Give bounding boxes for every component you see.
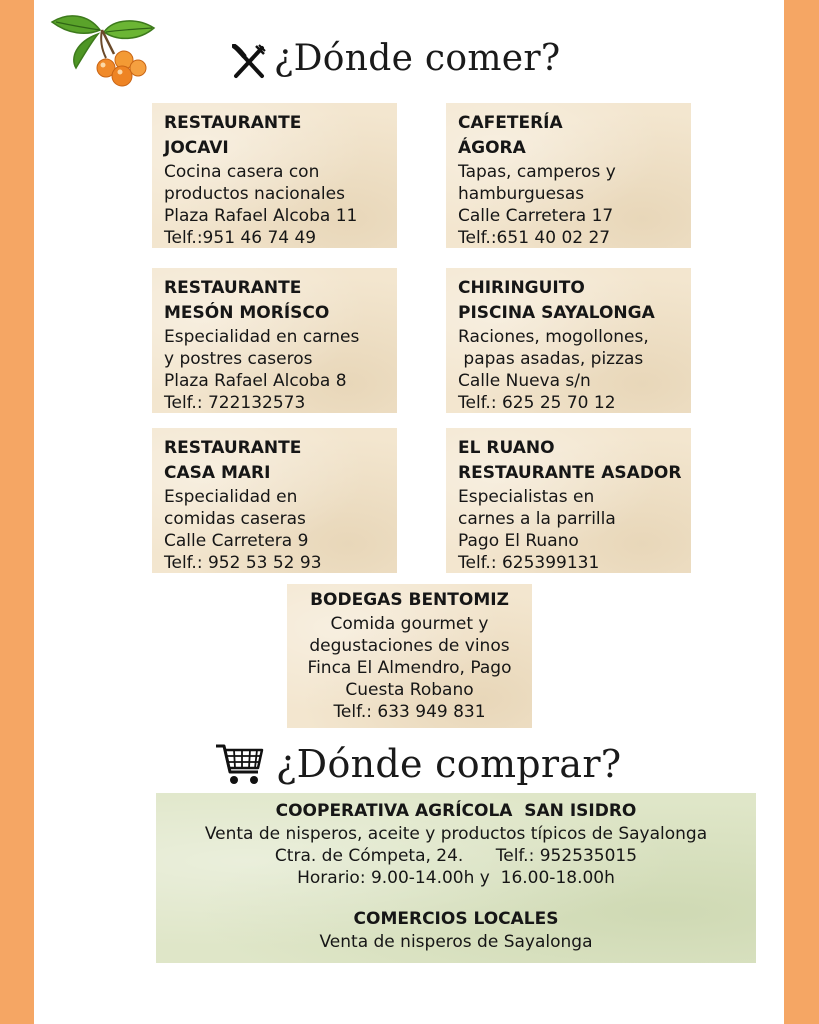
restaurant-description: Tapas, camperos y: [458, 162, 616, 182]
restaurant-description: Especialistas en: [458, 487, 595, 507]
cooperative-description: Venta de nisperos, aceite y productos típicos de Sayalonga: [204, 824, 708, 844]
restaurant-name: RESTAURANTE ASADOR: [458, 463, 682, 483]
poster-page: [34, 0, 784, 1024]
restaurant-description: comidas caseras: [164, 509, 306, 529]
restaurant-name: JOCAVI: [164, 138, 229, 158]
restaurant-description: Especialidad en carnes: [164, 327, 360, 347]
local-shops-description: Venta de nisperos de Sayalonga: [319, 932, 593, 952]
restaurant-phone: Telf.:951 46 74 49: [164, 228, 317, 248]
restaurant-description: Especialidad en: [164, 487, 298, 507]
restaurant-name: RESTAURANTE: [164, 278, 302, 298]
restaurant-address: Calle Carretera 9: [164, 531, 309, 551]
restaurant-address: Plaza Rafael Alcoba 11: [164, 206, 358, 226]
restaurant-description: hamburguesas: [458, 184, 585, 204]
restaurant-description: degustaciones de vinos: [309, 636, 510, 656]
restaurant-address: Plaza Rafael Alcoba 8: [164, 371, 347, 391]
restaurant-description: Raciones, mogollones,: [458, 327, 649, 347]
loquat-fruit-icon: [48, 8, 160, 90]
eat-section-title: ¿Dónde comer?: [274, 38, 561, 79]
restaurant-name: RESTAURANTE: [164, 438, 302, 458]
restaurant-name: PISCINA SAYALONGA: [458, 303, 655, 323]
cooperative-hours: Horario: 9.00-14.00h y 16.00-18.00h: [297, 868, 615, 888]
restaurant-phone: Telf.: 625399131: [458, 553, 600, 573]
restaurant-card-el-ruano: [446, 428, 691, 573]
restaurant-card-casa-mari: [152, 428, 397, 573]
shopping-cart-icon: [214, 740, 266, 788]
restaurant-name: CASA MARI: [164, 463, 271, 483]
shop-section-title: ¿Dónde comprar?: [276, 742, 622, 786]
restaurant-phone: Telf.: 952 53 52 93: [164, 553, 322, 573]
restaurant-card-chiringuito: [446, 268, 691, 413]
restaurant-phone: Telf.: 625 25 70 12: [458, 393, 616, 413]
restaurant-address: Calle Carretera 17: [458, 206, 614, 226]
restaurant-name: CHIRINGUITO: [458, 278, 585, 298]
restaurant-phone: Telf.: 722132573: [164, 393, 306, 413]
restaurant-name: EL RUANO: [458, 438, 555, 458]
restaurant-phone: Telf.: 633 949 831: [333, 702, 486, 722]
fork-knife-icon: [232, 44, 266, 80]
restaurant-name: BODEGAS BENTOMIZ: [310, 590, 509, 610]
restaurant-name: ÁGORA: [458, 138, 526, 158]
restaurant-address: Finca El Almendro, Pago: [307, 658, 512, 678]
cooperative-name: COOPERATIVA AGRÍCOLA SAN ISIDRO: [275, 801, 637, 821]
cooperative-address-phone: Ctra. de Cómpeta, 24. Telf.: 952535015: [274, 846, 638, 866]
restaurant-description: papas asadas, pizzas: [458, 349, 644, 369]
local-shops-name: COMERCIOS LOCALES: [353, 909, 559, 929]
restaurant-name: MESÓN MORÍSCO: [164, 303, 330, 323]
restaurant-card-bentomiz: [287, 584, 532, 728]
restaurant-description: carnes a la parrilla: [458, 509, 616, 529]
restaurant-phone: Telf.:651 40 02 27: [458, 228, 611, 248]
restaurant-description: productos nacionales: [164, 184, 345, 204]
restaurant-name: RESTAURANTE: [164, 113, 302, 133]
restaurant-description: y postres caseros: [164, 349, 313, 369]
restaurant-address: Pago El Ruano: [458, 531, 579, 551]
restaurant-name: CAFETERÍA: [458, 113, 563, 133]
restaurant-card-agora: [446, 103, 691, 248]
restaurant-card-jocavi: [152, 103, 397, 248]
restaurant-card-meson-morisco: [152, 268, 397, 413]
restaurant-address: Cuesta Robano: [345, 680, 474, 700]
restaurant-description: Cocina casera con: [164, 162, 320, 182]
shop-panel: [156, 793, 756, 963]
restaurant-description: Comida gourmet y: [330, 614, 489, 634]
restaurant-address: Calle Nueva s/n: [458, 371, 591, 391]
